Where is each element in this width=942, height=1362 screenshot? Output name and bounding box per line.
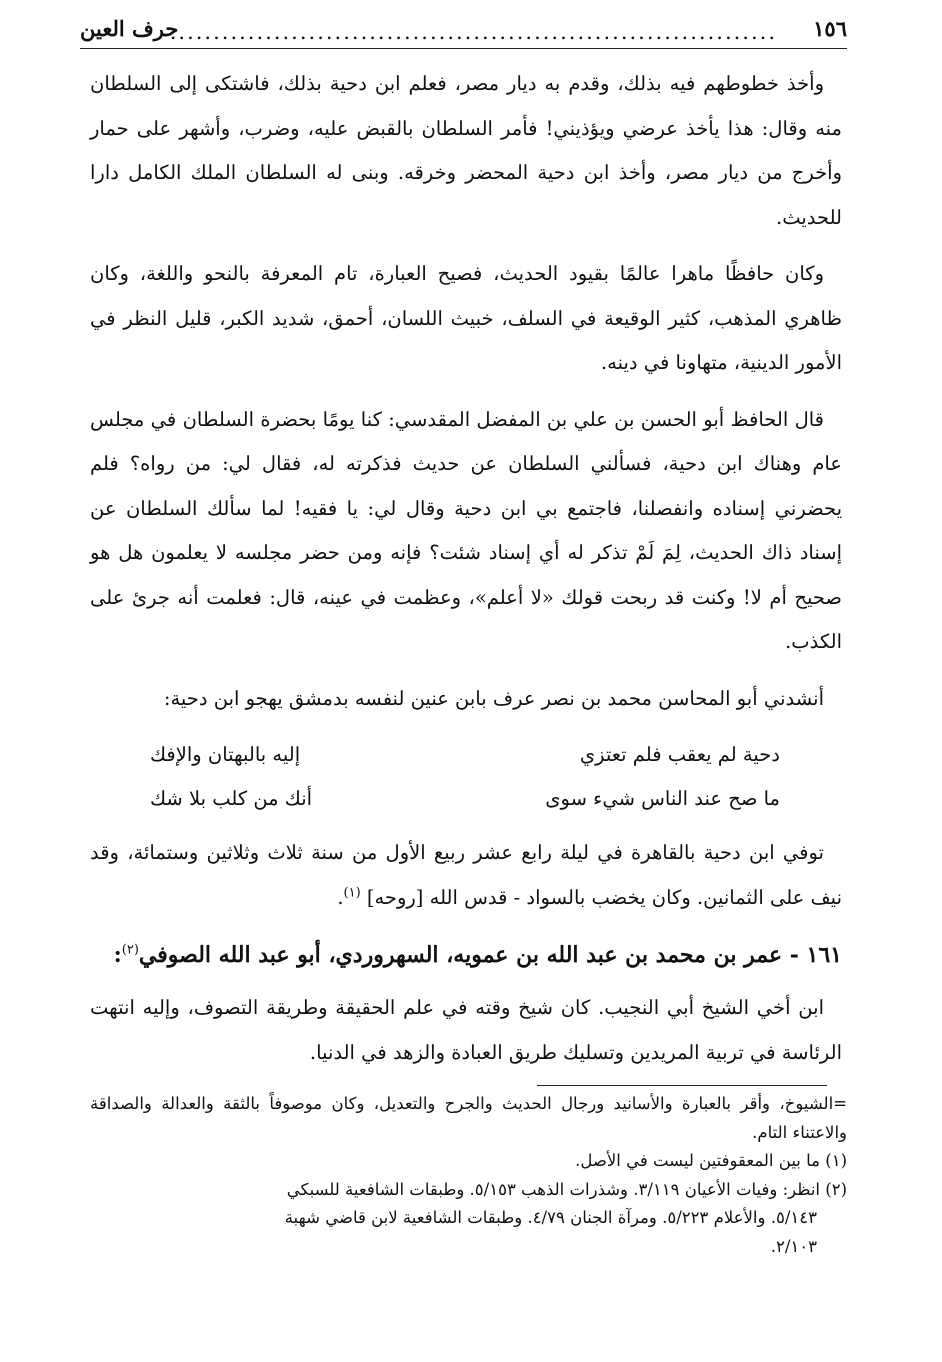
verse-1 (90, 733, 842, 777)
footnote-ref-1: (١) (343, 885, 361, 900)
paragraph-3: قال الحافظ أبو الحسن بن علي بن المفضل المقدسي: كنا يومًا بحضرة السلطان في مجلس عام وهناك ابن دحية، فسألني السلطان عن حديث فذكرته له، فقال لي: من رواه؟ فلم يحضرني إسناده وانفصلنا، فاجتمع بي ابن دحية وقال لي: يا فقيه! لما سألك السلطان عن إسناد ذاك الحديث، لِمَ لَمْ تذكر له أي إسناد شئت؟ فإنه ومن حضر مجلسه لا يعلمون هل هو صحيح أم لا! وكنت قد ربحت قولك «لا أعلم»، وعظمت في عينه، قال: فعلمت أنه جرئ على الكذب. (90, 407, 842, 653)
footnote-continuation: =الشيوخ، وأقر بالعبارة والأسانيد ورجال الحديث والجرح والتعديل، وكان موصوفاً بالثقة والعدالة والصداقة والاعتناء التام. (90, 1094, 847, 1142)
footnote-2-line-3: ٢/١٠٣. (770, 1236, 817, 1256)
verse-1-first-hemistich: دحية لم يعقب فلم تعتزي (579, 743, 780, 766)
footnote-ref-2: (٢) (121, 942, 139, 958)
entry-paragraph: ابن أخي الشيخ أبي النجيب. كان شيخ وقته في علم الحقيقة وطريقة التصوف، وإليه انتهت الرئاسة في تربية المريدين وتسليك طريق العبادة والزهد في الدنيا. (90, 996, 842, 1064)
paragraph-1: وأخذ خطوطهم فيه بذلك، وقدم به ديار مصر، فعلم ابن دحية بذلك، فاشتكى إلى السلطان منه وقال: هذا يأخذ عرضي ويؤذيني! فأمر السلطان بالقبض عليه، وضرب، وأشهر على حمار وأخرج من ديار مصر، وأخذ ابن دحية المحضر وخرقه. وبنى له السلطان الملك الكامل دارا للحديث. (90, 72, 842, 229)
page-header (80, 14, 847, 49)
main-text (90, 62, 842, 1087)
entry-title-text: ١٦١ - عمر بن محمد بن عبد الله بن عمويه، السهروردي، أبو عبد الله الصوفي (138, 942, 842, 968)
verse-2 (90, 777, 842, 821)
poem (90, 733, 842, 821)
header-dots: ...................................................................... (169, 20, 777, 44)
page-number: ١٥٦ (813, 16, 847, 41)
entry-heading (90, 932, 842, 978)
death-end: . (337, 885, 344, 909)
verse-2-first-hemistich: ما صح عند الناس شيء سوى (545, 787, 780, 810)
paragraph-4: أنشدني أبو المحاسن محمد بن نصر عرف بابن عنين لنفسه بدمشق يهجو ابن دحية: (163, 686, 824, 710)
death-paragraph (90, 831, 842, 920)
entry-title-end: : (113, 942, 122, 968)
footnote-2-line-2: ٥/١٤٣. والأعلام ٥/٢٢٣. ومرآة الجنان ٤/٧٩. وطبقات الشافعية لابن قاضي شهبة (284, 1208, 817, 1227)
footnote-1: (١) ما بين المعقوفتين ليست في الأصل. (575, 1151, 847, 1170)
footnote-2-line-1: (٢) انظر: وفيات الأعيان ٣/١١٩. وشذرات الذهب ٥/١٥٣. وطبقات الشافعية للسبكي (286, 1179, 847, 1199)
footnote-divider (537, 1085, 827, 1086)
footnotes (90, 1090, 847, 1261)
chapter-title: حرف العين (80, 16, 179, 41)
paragraph-2: وكان حافظًا ماهرا عالمًا بقيود الحديث، فصيح العبارة، تام المعرفة بالنحو واللغة، وكان ظاهري المذهب، كثير الوقيعة في السلف، خبيث اللسان، أحمق، شديد الكبر، قليل النظر في الأمور الدينية، متهاونا في دينه. (90, 262, 842, 374)
verse-2-second-hemistich: أنك من كلب بلا شك (150, 787, 313, 810)
verse-1-second-hemistich: إليه بالبهتان والإفك (150, 743, 301, 766)
death-text: توفي ابن دحية بالقاهرة في ليلة رابع عشر ربيع الأول من سنة ثلاث وثلاثين وستمائة، وقد نيف على الثمانين. وكان يخضب بالسواد - قدس الله [روحه] (90, 841, 842, 909)
